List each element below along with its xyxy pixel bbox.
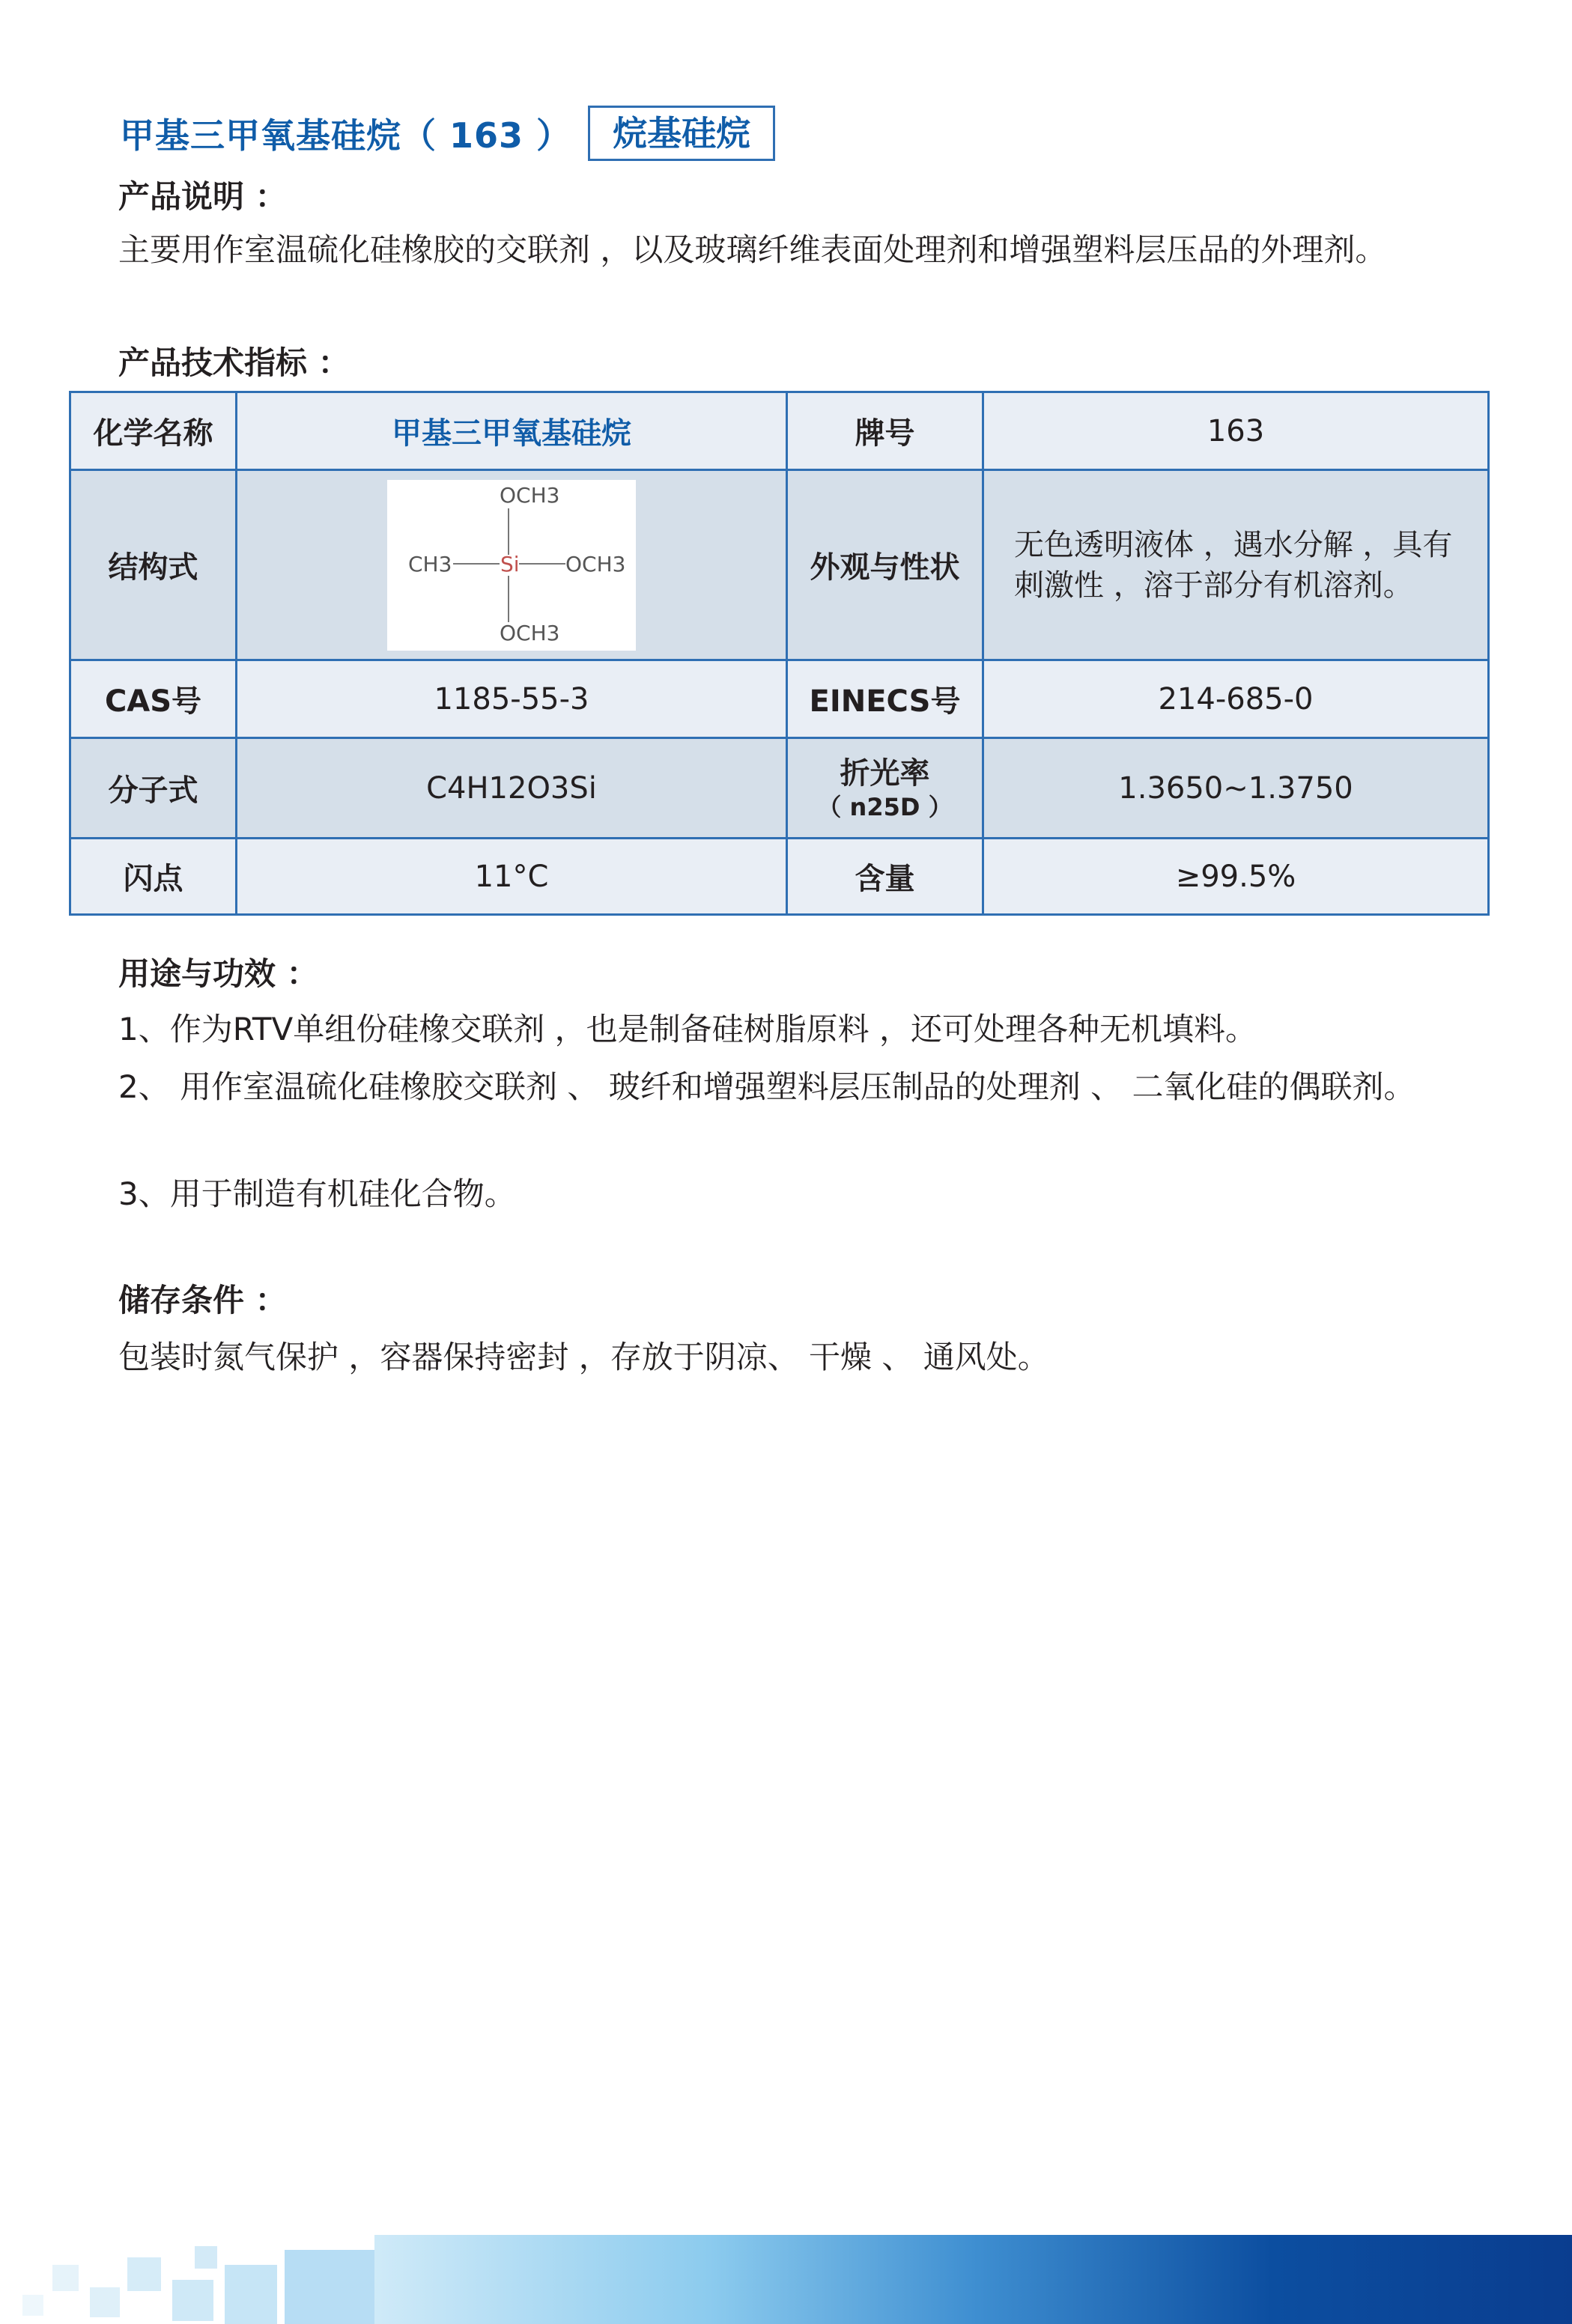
label-einecs: EINECS号 (787, 660, 983, 738)
label-grade: 牌号 (787, 392, 983, 470)
label-formula: 分子式 (70, 738, 237, 839)
value-appearance: 无色透明液体 ，遇水分解 ，具有刺激性 ，溶于部分有机溶剂。 (983, 470, 1489, 660)
description-heading: 产品说明 ： (118, 178, 287, 215)
label-appearance: 外观与性状 (787, 470, 983, 660)
structure-bottom-group: OCH3 (500, 620, 560, 645)
structure-center-atom: Si (500, 551, 520, 577)
storage-text: 包装时氮气保护 ，容器保持密封 ，存放于阴凉、 干燥 、 通风处。 (118, 1339, 1049, 1375)
usage-item-2: 2、 用作室温硫化硅橡胶交联剂 、 玻纤和增强塑料层压制品的处理剂 、 二氧化硅的偶联剂。 (118, 1068, 1415, 1105)
value-chemical-name: 甲基三甲氧基硅烷 (237, 392, 787, 470)
description-text: 主要用作室温硫化硅橡胶的交联剂 ，以及玻璃纤维表面处理剂和增强塑料层压品的外理剂。 (118, 231, 1387, 268)
label-refractive-index (787, 738, 983, 839)
value-einecs: 214-685-0 (983, 660, 1489, 738)
spec-table (69, 391, 1490, 916)
value-flash-point: 11°C (237, 839, 787, 915)
table-row (70, 392, 1489, 470)
value-formula: C4H12O3Si (237, 738, 787, 839)
usage-item-3: 3、用于制造有机硅化合物。 (118, 1175, 516, 1212)
structure-left-group: CH3 (408, 551, 452, 577)
value-content: ≥99.5% (983, 839, 1489, 915)
value-cas: 1185-55-3 (237, 660, 787, 738)
usage-heading: 用途与功效 ： (118, 955, 318, 992)
label-structure: 结构式 (70, 470, 237, 660)
label-flash-point: 闪点 (70, 839, 237, 915)
category-badge: 烷基硅烷 (588, 106, 775, 161)
table-row (70, 660, 1489, 738)
usage-item-1: 1、作为RTV单组份硅橡交联剂 ，也是制备硅树脂原料 ，还可处理各种无机填料。 (118, 1011, 1257, 1047)
value-refractive-index: 1.3650~1.3750 (983, 738, 1489, 839)
label-chemical-name: 化学名称 (70, 392, 237, 470)
value-grade: 163 (983, 392, 1489, 470)
structure-cell (237, 470, 787, 660)
refractive-index-sublabel: （ n25D ） (817, 792, 953, 821)
table-row (70, 470, 1489, 660)
label-cas: CAS号 (70, 660, 237, 738)
table-row (70, 839, 1489, 915)
specs-heading: 产品技术指标 ： (118, 344, 350, 381)
structure-top-group: OCH3 (500, 482, 560, 508)
structure-formula-drawing (387, 480, 636, 651)
structure-formula-image (387, 480, 636, 651)
structure-right-group: OCH3 (565, 551, 626, 577)
storage-heading: 储存条件 ： (118, 1282, 287, 1318)
title-row (120, 106, 775, 160)
refractive-index-label: 折光率 (840, 755, 930, 791)
label-content: 含量 (787, 839, 983, 915)
product-title: 甲基三甲氧基硅烷（ 163 ） (120, 115, 572, 156)
footer-banner (0, 2235, 1572, 2324)
table-row (70, 738, 1489, 839)
